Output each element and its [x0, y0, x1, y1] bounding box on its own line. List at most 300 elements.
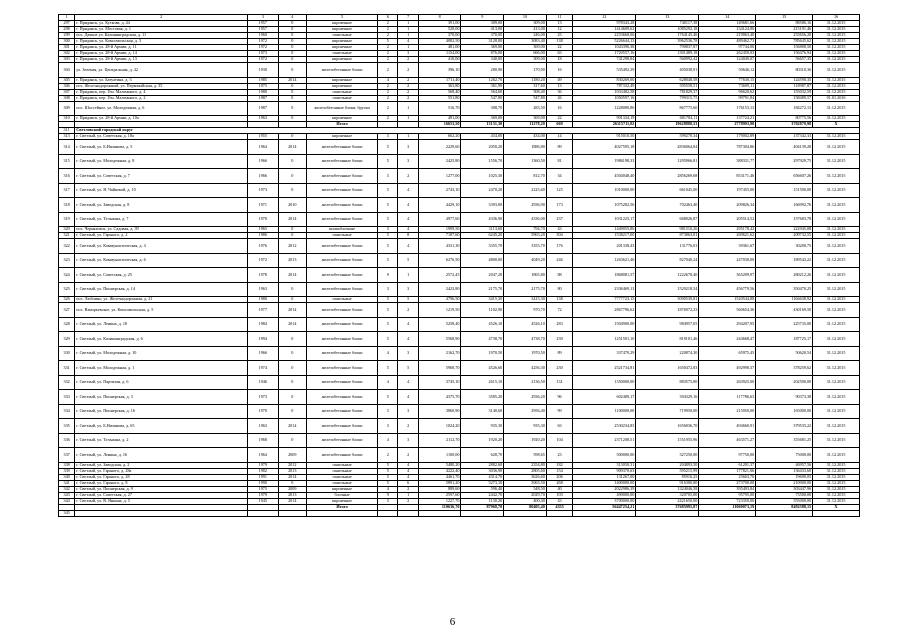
- table-cell: 1977: [248, 303, 278, 318]
- table-cell: 560654,36: [699, 303, 756, 318]
- table-cell: 2: [378, 21, 398, 27]
- table-cell: 31.12.2015: [813, 140, 860, 155]
- page-number: 6: [449, 616, 456, 628]
- table-cell: 1711,40: [418, 77, 461, 83]
- table-cell: 2014: [278, 212, 306, 227]
- table-cell: 5963,20: [504, 233, 547, 239]
- table-cell: [278, 510, 306, 516]
- table-cell: 179002,89: [699, 134, 756, 140]
- table-cell: 3: [378, 227, 398, 233]
- table-cell: 369,00: [461, 116, 504, 122]
- table-body: [59, 15, 860, 517]
- table-cell: 16: [546, 101, 572, 116]
- table-cell: железобетонные блоки: [306, 317, 377, 332]
- table-cell: 280212,26: [756, 268, 813, 283]
- table-cell: 5: [378, 154, 398, 169]
- table-row: [59, 433, 860, 448]
- table-cell: 1978: [248, 268, 278, 283]
- table-cell: 19628888,53: [636, 122, 699, 128]
- table-cell: 263925,00: [699, 375, 756, 390]
- table-cell: 88: [546, 268, 572, 283]
- row-number-cell: 325: [59, 282, 75, 297]
- table-cell: 31.12.2015: [813, 63, 860, 78]
- row-number-cell: 318: [59, 198, 75, 213]
- address-cell: г. Светлый, ул. Пионерская, д. 16: [75, 404, 248, 419]
- table-cell: 1: [398, 27, 418, 33]
- table-cell: кирпичные: [306, 498, 377, 504]
- table-cell: [813, 510, 860, 516]
- table-cell: 1180,20: [504, 77, 547, 83]
- table-cell: 14: [546, 134, 572, 140]
- table-cell: 0: [278, 433, 306, 448]
- table-cell: 4526,10: [461, 317, 504, 332]
- table-cell: 237: [546, 212, 572, 227]
- row-number-cell: 335: [59, 419, 75, 434]
- section-heading-cell: Светловский городской округ: [75, 128, 860, 134]
- table-cell: 794,70: [504, 227, 547, 233]
- table-cell: 222945,08: [756, 227, 813, 233]
- table-cell: 4: [398, 474, 418, 480]
- table-cell: 1520544,88: [699, 297, 756, 303]
- table-cell: 1865,80: [504, 268, 547, 283]
- table-cell: 2112,70: [418, 433, 461, 448]
- table-cell: 309,00: [504, 21, 547, 27]
- table-row: [59, 101, 860, 116]
- table-cell: 595215,99: [636, 468, 699, 474]
- table-cell: 2: [378, 89, 398, 95]
- table-cell: 2012: [278, 239, 306, 254]
- table-cell: 599270,34: [636, 134, 699, 140]
- table-cell: 25663,70: [699, 474, 756, 480]
- table-row: [59, 169, 860, 184]
- table-cell: 1024,20: [418, 419, 461, 434]
- table-cell: 369,00: [461, 45, 504, 51]
- table-cell: 170,90: [504, 63, 547, 78]
- table-cell: 481,00: [418, 116, 461, 122]
- table-cell: 787332,49: [573, 83, 636, 89]
- table-cell: 131267,00: [573, 474, 636, 480]
- table-cell: 43: [546, 498, 572, 504]
- table-cell: 225735,00: [756, 317, 813, 332]
- header-cell: 15: [756, 15, 813, 21]
- row-number-cell: 320: [59, 227, 75, 233]
- table-row: [59, 390, 860, 405]
- table-cell: 01.01.2016: [813, 95, 860, 101]
- address-cell: г. Светлый, ул. Пионерская, д. 9: [75, 486, 248, 492]
- address-cell: г. Светлый, ул. Молодежная, д. 10: [75, 346, 248, 361]
- table-cell: 370,00: [418, 33, 461, 39]
- table-cell: 1987: [248, 95, 278, 101]
- table-cell: 723350,00: [699, 498, 756, 504]
- table-cell: 361,90: [461, 83, 504, 89]
- address-cell: г. Светлый, ул. Заводская, д. 2: [75, 462, 248, 468]
- table-cell: 4: [398, 317, 418, 332]
- table-cell: 5: [378, 239, 398, 254]
- table-row: [59, 239, 860, 254]
- table-cell: 3: [378, 169, 398, 184]
- table-cell: 508,40: [504, 89, 547, 95]
- table-cell: 3700000,00: [573, 498, 636, 504]
- table-cell: 410,00: [418, 57, 461, 63]
- table-cell: 1: [398, 268, 418, 283]
- row-number-cell: 307: [59, 89, 75, 95]
- row-number-cell: 333: [59, 390, 75, 405]
- table-cell: 1982: [248, 468, 278, 474]
- table-cell: 3415,30: [504, 297, 547, 303]
- table-cell: 6276,50: [418, 253, 461, 268]
- table-cell: 741298,84: [573, 57, 636, 63]
- table-cell: 36: [546, 89, 572, 95]
- table-cell: 1965: [248, 227, 278, 233]
- table-cell: 4314,70: [461, 474, 504, 480]
- table-cell: 4336,00: [504, 212, 547, 227]
- row-number-cell: 301: [59, 45, 75, 51]
- table-cell: 2014: [278, 419, 306, 434]
- table-cell: 0: [278, 227, 306, 233]
- table-cell: 4429,10: [418, 198, 461, 213]
- table-cell: 31.12.2015: [813, 498, 860, 504]
- address-cell: г. Светлый, ул. Тельмана, д. 7: [75, 212, 248, 227]
- table-cell: 1999,50: [418, 227, 461, 233]
- table-cell: 2856269,68: [636, 169, 699, 184]
- table-cell: 149681,66: [699, 21, 756, 27]
- table-cell: 456779,56: [699, 282, 756, 297]
- table-cell: 4504048,40: [573, 169, 636, 184]
- table-cell: панельные: [306, 51, 377, 57]
- row-number-cell: 311: [59, 128, 75, 134]
- row-number-cell: 334: [59, 404, 75, 419]
- table-cell: 31.12.2015: [813, 390, 860, 405]
- address-cell: г. Светлый, ул. Советская, д. 25: [75, 268, 248, 283]
- table-cell: железобетонные блоки, бруски: [306, 101, 377, 116]
- table-cell: 26115711,02: [573, 122, 636, 128]
- table-cell: 702463,40: [636, 198, 699, 213]
- row-number-cell: 336: [59, 433, 75, 448]
- table-cell: 853171,46: [699, 169, 756, 184]
- table-cell: 12: [546, 27, 572, 33]
- table-cell: железобетонные блоки: [306, 154, 377, 169]
- table-cell: 873863,01: [636, 233, 699, 239]
- table-cell: 4738,70: [461, 332, 504, 347]
- table-cell: 1976: [248, 239, 278, 254]
- address-cell: г. Светлый, ул. Калининградская, д. 6: [75, 332, 248, 347]
- table-cell: 370,00: [461, 33, 504, 39]
- table-cell: 31.12.2015: [813, 282, 860, 297]
- table-row: [59, 419, 860, 434]
- table-cell: 0: [278, 154, 306, 169]
- address-cell: г. Приданск, ул. Куткова, д. 44: [75, 21, 248, 27]
- row-number-cell: 317: [59, 183, 75, 198]
- table-cell: 2047,20: [461, 268, 504, 283]
- address-cell: пос. Взморьевское, ул. Комсомольская, д. 5: [75, 303, 248, 318]
- table-cell: 1228080,86: [573, 101, 636, 116]
- table-cell: 31.12.2015: [813, 169, 860, 184]
- row-number-cell: 341: [59, 480, 75, 486]
- table-cell: 935,30: [504, 419, 547, 434]
- table-cell: 31.12.2015: [813, 462, 860, 468]
- table-cell: 31.12.2015: [813, 297, 860, 303]
- table-cell: 0: [278, 63, 306, 78]
- table-cell: панельные: [306, 480, 377, 486]
- table-cell: 3702879,98: [756, 122, 813, 128]
- address-cell: г. Светлый, ул. Пионерская, д. 14: [75, 282, 248, 297]
- row-number-cell: 328: [59, 317, 75, 332]
- table-cell: 434,00: [461, 134, 504, 140]
- header-cell: 14: [699, 15, 756, 21]
- table-cell: 2423,80: [418, 282, 461, 297]
- table-cell: 1100000,00: [573, 404, 636, 419]
- table-cell: 4375,70: [418, 390, 461, 405]
- table-cell: 0: [278, 480, 306, 486]
- row-number-cell: 321: [59, 233, 75, 239]
- row-number-cell: 327: [59, 303, 75, 318]
- table-cell: 31.12.2015: [813, 227, 860, 233]
- table-cell: 876,00: [461, 51, 504, 57]
- table-cell: 4: [398, 239, 418, 254]
- table-cell: 1263621,46: [573, 253, 636, 268]
- table-cell: кирпичные: [306, 134, 377, 140]
- table-cell: 103: [546, 492, 572, 498]
- table-cell: 8492588,15: [756, 504, 813, 510]
- table-cell: 4: [398, 462, 418, 468]
- table-cell: 3: [398, 433, 418, 448]
- table-cell: 4: [378, 486, 398, 492]
- table-cell: 56657,35: [756, 57, 813, 63]
- table-cell: 2743,10: [418, 183, 461, 198]
- table-cell: 2014: [278, 77, 306, 83]
- table-cell: 4: [378, 433, 398, 448]
- table-cell: 246,00: [504, 33, 547, 39]
- table-cell: 247038,00: [699, 253, 756, 268]
- table-cell: 1219,50: [418, 303, 461, 318]
- table-cell: 2: [398, 77, 418, 83]
- table-cell: 1970: [248, 212, 278, 227]
- table-cell: 0: [278, 297, 306, 303]
- table-cell: [306, 510, 377, 516]
- table-cell: 158489,57: [756, 95, 813, 101]
- table-cell: 1970,50: [461, 346, 504, 361]
- table-cell: 516,70: [418, 101, 461, 116]
- table-cell: железобетонные блоки: [306, 361, 377, 376]
- table-cell: 3: [398, 282, 418, 297]
- table-cell: 369,00: [504, 45, 547, 51]
- address-cell: пос. Люблино, ул. Железнодорожная, д. 21: [75, 297, 248, 303]
- table-cell: 2014: [278, 474, 306, 480]
- table-cell: 262450,03: [699, 51, 756, 57]
- header-cell: 6: [378, 15, 398, 21]
- table-cell: 2836064,04: [636, 140, 699, 155]
- table-cell: 177821,06: [699, 468, 756, 474]
- table-cell: 0: [278, 404, 306, 419]
- table-cell: 104: [546, 433, 572, 448]
- table-cell: 1: [398, 33, 418, 39]
- table-cell: 669: [546, 122, 572, 128]
- table-cell: кирпичные: [306, 57, 377, 63]
- table-cell: 1: [398, 116, 418, 122]
- table-cell: 1980: [248, 297, 278, 303]
- table-cell: 19690,05: [756, 474, 813, 480]
- table-cell: кирпичные: [306, 486, 377, 492]
- address-cell: г. Светлый, ул. Я. Чайковой, д. 10: [75, 183, 248, 198]
- table-cell: 1031225,17: [573, 212, 636, 227]
- table-cell: 490000,00: [573, 492, 636, 498]
- table-cell: 463571,27: [699, 433, 756, 448]
- table-cell: 547,80: [504, 95, 547, 101]
- table-cell: 31.12.2015: [813, 233, 860, 239]
- table-cell: 202500,00: [756, 375, 813, 390]
- table-cell: 5: [378, 462, 398, 468]
- table-cell: 50646,12: [699, 63, 756, 78]
- table-cell: 785645,62: [756, 39, 813, 45]
- table-cell: 2805,60: [504, 468, 547, 474]
- table-cell: 4: [398, 332, 418, 347]
- table-cell: 4222,40: [418, 468, 461, 474]
- header-cell: 5: [306, 15, 377, 21]
- table-row: [59, 510, 860, 516]
- table-cell: железобетонные блоки: [306, 183, 377, 198]
- table-cell: 434,00: [504, 134, 547, 140]
- table-cell: 2013: [278, 468, 306, 474]
- table-cell: 2615,10: [461, 375, 504, 390]
- table-cell: 269621,62: [699, 233, 756, 239]
- table-cell: 1970,50: [504, 346, 547, 361]
- table-cell: 799315,75: [636, 95, 699, 101]
- table-cell: X: [813, 504, 860, 510]
- table-cell: 1963: [248, 282, 278, 297]
- table-cell: 5: [378, 390, 398, 405]
- row-number-cell: 298: [59, 27, 75, 33]
- table-cell: 2956,40: [504, 404, 547, 419]
- table-cell: 981510,26: [636, 227, 699, 233]
- row-number-cell: 344: [59, 498, 75, 504]
- table-cell: 4977,60: [418, 212, 461, 227]
- table-cell: 5226644,13: [573, 39, 636, 45]
- table-cell: 31.12.2015: [813, 212, 860, 227]
- table-cell: 1968: [248, 433, 278, 448]
- table-cell: 31.12.2015: [813, 239, 860, 254]
- table-cell: 394329,16: [636, 390, 699, 405]
- table-row: [59, 63, 860, 78]
- table-cell: 2: [378, 101, 398, 116]
- table-cell: 244668,47: [699, 332, 756, 347]
- table-cell: 8: [398, 233, 418, 239]
- table-cell: 2014: [278, 317, 306, 332]
- table-cell: 1262,70: [461, 77, 504, 83]
- table-cell: 413,00: [504, 27, 547, 33]
- table-cell: 1277,00: [418, 169, 461, 184]
- table-cell: 1: [398, 492, 418, 498]
- table-cell: 210000,00: [756, 480, 813, 486]
- table-cell: 124049,07: [699, 57, 756, 63]
- table-cell: [248, 510, 278, 516]
- table-cell: 3393,00: [461, 198, 504, 213]
- table-cell: 1971: [248, 198, 278, 213]
- table-cell: 99791,84: [699, 95, 756, 101]
- table-cell: 2: [398, 63, 418, 78]
- table-cell: 157683,78: [756, 212, 813, 227]
- table-cell: 1222678,40: [636, 268, 699, 283]
- table-cell: 1984: [248, 317, 278, 332]
- table-cell: 1963: [248, 419, 278, 434]
- table-cell: 5: [398, 361, 418, 376]
- row-number-cell: 326: [59, 297, 75, 303]
- table-cell: 0: [278, 57, 306, 63]
- table-cell: 134124,80: [699, 27, 756, 33]
- table-cell: 95795,00: [699, 492, 756, 498]
- table-cell: 391,00: [418, 21, 461, 27]
- table-cell: 9: [378, 492, 398, 498]
- table-cell: 1973: [248, 183, 278, 198]
- table-cell: 2421650,00: [636, 498, 699, 504]
- table-cell: 5: [398, 297, 418, 303]
- table-cell: 280,90: [461, 63, 504, 78]
- table-cell: [756, 510, 813, 516]
- table-cell: железобетонные блоки: [306, 346, 377, 361]
- table-cell: X: [813, 122, 860, 128]
- table-cell: 547,80: [461, 95, 504, 101]
- table-cell: железобетонные блоки: [306, 268, 377, 283]
- table-cell: 405038,91: [636, 63, 699, 78]
- address-cell: г. Светлый, ул. Заводская, д. 8: [75, 198, 248, 213]
- table-cell: 18: [546, 57, 572, 63]
- table-cell: 4256,30: [504, 361, 547, 376]
- table-cell: 1979: [248, 492, 278, 498]
- table-cell: 2: [378, 51, 398, 57]
- table-cell: 165000,00: [756, 404, 813, 419]
- table-cell: 560992,42: [636, 57, 699, 63]
- table-cell: 4: [398, 39, 418, 45]
- table-cell: 5: [378, 480, 398, 486]
- table-cell: 0: [278, 27, 306, 33]
- row-number-cell: 302: [59, 51, 75, 57]
- address-cell: [75, 510, 248, 516]
- table-cell: 3: [378, 282, 398, 297]
- row-number-cell: 342: [59, 486, 75, 492]
- table-cell: 0: [278, 361, 306, 376]
- table-cell: [636, 510, 699, 516]
- table-cell: 230: [546, 361, 572, 376]
- table-cell: 1449055,86: [573, 227, 636, 233]
- table-cell: 1990: [248, 480, 278, 486]
- table-cell: 1400000,00: [573, 480, 636, 486]
- table-cell: железобетонные блоки: [306, 169, 377, 184]
- table-cell: 1102,90: [461, 303, 504, 318]
- table-cell: 602489,17: [573, 390, 636, 405]
- table-cell: 13131,30: [461, 122, 504, 128]
- table-cell: 3083,40: [504, 39, 547, 45]
- table-cell: 206: [546, 474, 572, 480]
- table-cell: 320705,00: [636, 492, 699, 498]
- table-cell: 883575,00: [636, 375, 699, 390]
- table-cell: 118987,87: [756, 83, 813, 89]
- table-cell: 2012: [278, 462, 306, 468]
- table-row: [59, 332, 860, 347]
- table-cell: 628,70: [461, 448, 504, 463]
- table-row: [59, 375, 860, 390]
- address-cell: г. Светлый, ул. Гарького, д. 28: [75, 474, 248, 480]
- table-cell: 2: [378, 27, 398, 33]
- table-cell: 209732,55: [756, 233, 813, 239]
- address-cell: г. Приданск, пер. Ген. Маленького, д. 2: [75, 95, 248, 101]
- table-cell: 1966: [248, 346, 278, 361]
- table-cell: 304: [546, 233, 572, 239]
- table-cell: 4355: [546, 504, 572, 510]
- address-cell: пос. Шоссейное, ул. Молодежная, д. 6: [75, 101, 248, 116]
- table-cell: 1414609,62: [573, 27, 636, 33]
- table-cell: 87968,70: [461, 504, 504, 510]
- table-cell: 166992,76: [756, 198, 813, 213]
- table-cell: 4: [378, 77, 398, 83]
